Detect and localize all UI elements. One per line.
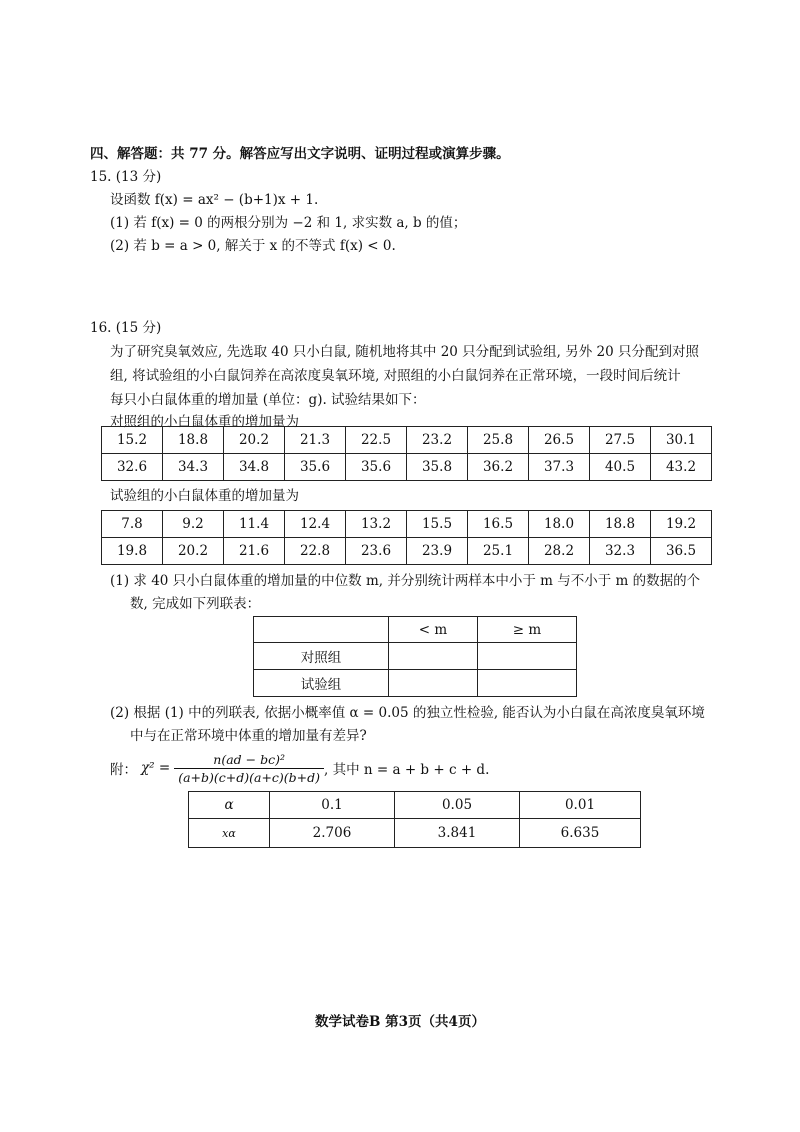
q15-part1: (1) 若 f(x) = 0 的两根分别为 −2 和 1, 求实数 a, b 的值； [110,215,467,231]
table-cell: 30.1 [651,427,712,454]
table-cell: 12.4 [285,511,346,538]
critical-value-table [188,791,641,848]
control-group-table [101,426,712,481]
table-cell: 35.8 [407,454,468,481]
table-cell: 2.706 [270,819,395,848]
test-group-table [101,510,712,565]
table-cell: 18.8 [590,511,651,538]
q16-part2-line-2: 中与在正常环境中体重的增加量有差异? [130,728,367,744]
q16-intro-line-3: 每只小白鼠体重的增加量 (单位：g). 试验结果如下： [110,392,426,408]
table-cell: 35.6 [346,454,407,481]
table-cell: 27.5 [590,427,651,454]
table-cell: 21.6 [224,538,285,565]
table-cell: 25.8 [468,427,529,454]
q16-intro-line-2: 组, 将试验组的小白鼠饲养在高浓度臭氧环境, 对照组的小白鼠饲养在正常环境，一段时间后统计 [110,368,681,384]
table-cell: 36.2 [468,454,529,481]
table-cell: 13.2 [346,511,407,538]
table-cell: α [189,792,270,819]
table-cell: 23.2 [407,427,468,454]
table-cell: 35.6 [285,454,346,481]
table-cell: 23.9 [407,538,468,565]
table-cell: 18.8 [163,427,224,454]
table-cell: 对照组 [254,643,389,670]
page-footer: 数学试卷B 第3页（共4页） [315,1014,485,1030]
formula-fraction [174,752,324,785]
control-group-label: 对照组的小白鼠体重的增加量为 [110,414,299,430]
q16-part2-line-1: (2) 根据 (1) 中的列联表, 依据小概率值 α = 0.05 的独立性检验, 能否认为小白鼠在高浓度臭氧环境 [110,705,705,721]
table-header-cell [254,617,389,643]
table-cell: xα [189,819,270,848]
table-header-cell: ≥ m [478,617,577,643]
q15-part2: (2) 若 b = a > 0, 解关于 x 的不等式 f(x) < 0. [110,238,396,254]
table-cell: 0.01 [520,792,641,819]
formula-numerator: n(ad − bc)² [174,752,324,769]
table-cell: 21.3 [285,427,346,454]
table-cell: 26.5 [529,427,590,454]
table-cell: 23.6 [346,538,407,565]
table-cell: 34.3 [163,454,224,481]
chi-square-formula [110,748,489,788]
table-cell: 3.841 [395,819,520,848]
table-cell: 34.8 [224,454,285,481]
table-cell: 19.8 [102,538,163,565]
table-cell: 32.3 [590,538,651,565]
q16-part1-line-2: 数, 完成如下列联表： [130,596,261,612]
section-header: 四、解答题：共 77 分。解答应写出文字说明、证明过程或演算步骤。 [90,146,510,162]
table-cell [389,670,478,697]
table-cell: 43.2 [651,454,712,481]
table-cell: 9.2 [163,511,224,538]
table-cell: 20.2 [163,538,224,565]
table-cell: 20.2 [224,427,285,454]
table-cell: 16.5 [468,511,529,538]
table-cell: 7.8 [102,511,163,538]
table-cell: 15.2 [102,427,163,454]
q15-number: 15. (13 分) [90,169,162,185]
table-cell: 11.4 [224,511,285,538]
formula-denominator: (a+b)(c+d)(a+c)(b+d) [178,769,321,785]
table-cell: 28.2 [529,538,590,565]
table-cell: 试验组 [254,670,389,697]
table-cell [478,643,577,670]
table-cell: 32.6 [102,454,163,481]
table-header-cell: < m [389,617,478,643]
table-cell: 25.1 [468,538,529,565]
table-cell: 15.5 [407,511,468,538]
table-cell: 0.05 [395,792,520,819]
table-cell: 18.0 [529,511,590,538]
table-cell: 19.2 [651,511,712,538]
test-group-label: 试验组的小白鼠体重的增加量为 [110,488,299,504]
table-cell: 0.1 [270,792,395,819]
q16-intro-line-1: 为了研究臭氧效应, 先选取 40 只小白鼠, 随机地将其中 20 只分配到试验组, 另外 20 只分配到对照 [110,344,700,360]
table-cell: 6.635 [520,819,641,848]
table-cell: 37.3 [529,454,590,481]
table-cell: 40.5 [590,454,651,481]
q16-part1-line-1: (1) 求 40 只小白鼠体重的增加量的中位数 m, 并分别统计两样本中小于 m 与不小于 m 的数据的个 [110,573,701,589]
contingency-table [253,616,577,697]
table-cell: 22.5 [346,427,407,454]
q15-stem: 设函数 f(x) = ax² − (b+1)x + 1. [110,192,319,208]
appendix-prefix: 附： [110,762,137,778]
formula-suffix: , 其中 n = a + b + c + d. [324,762,490,778]
table-cell [389,643,478,670]
q16-number: 16. (15 分) [90,320,162,336]
table-cell [478,670,577,697]
formula-lhs: χ² = [141,760,171,776]
table-cell: 22.8 [285,538,346,565]
table-cell: 36.5 [651,538,712,565]
